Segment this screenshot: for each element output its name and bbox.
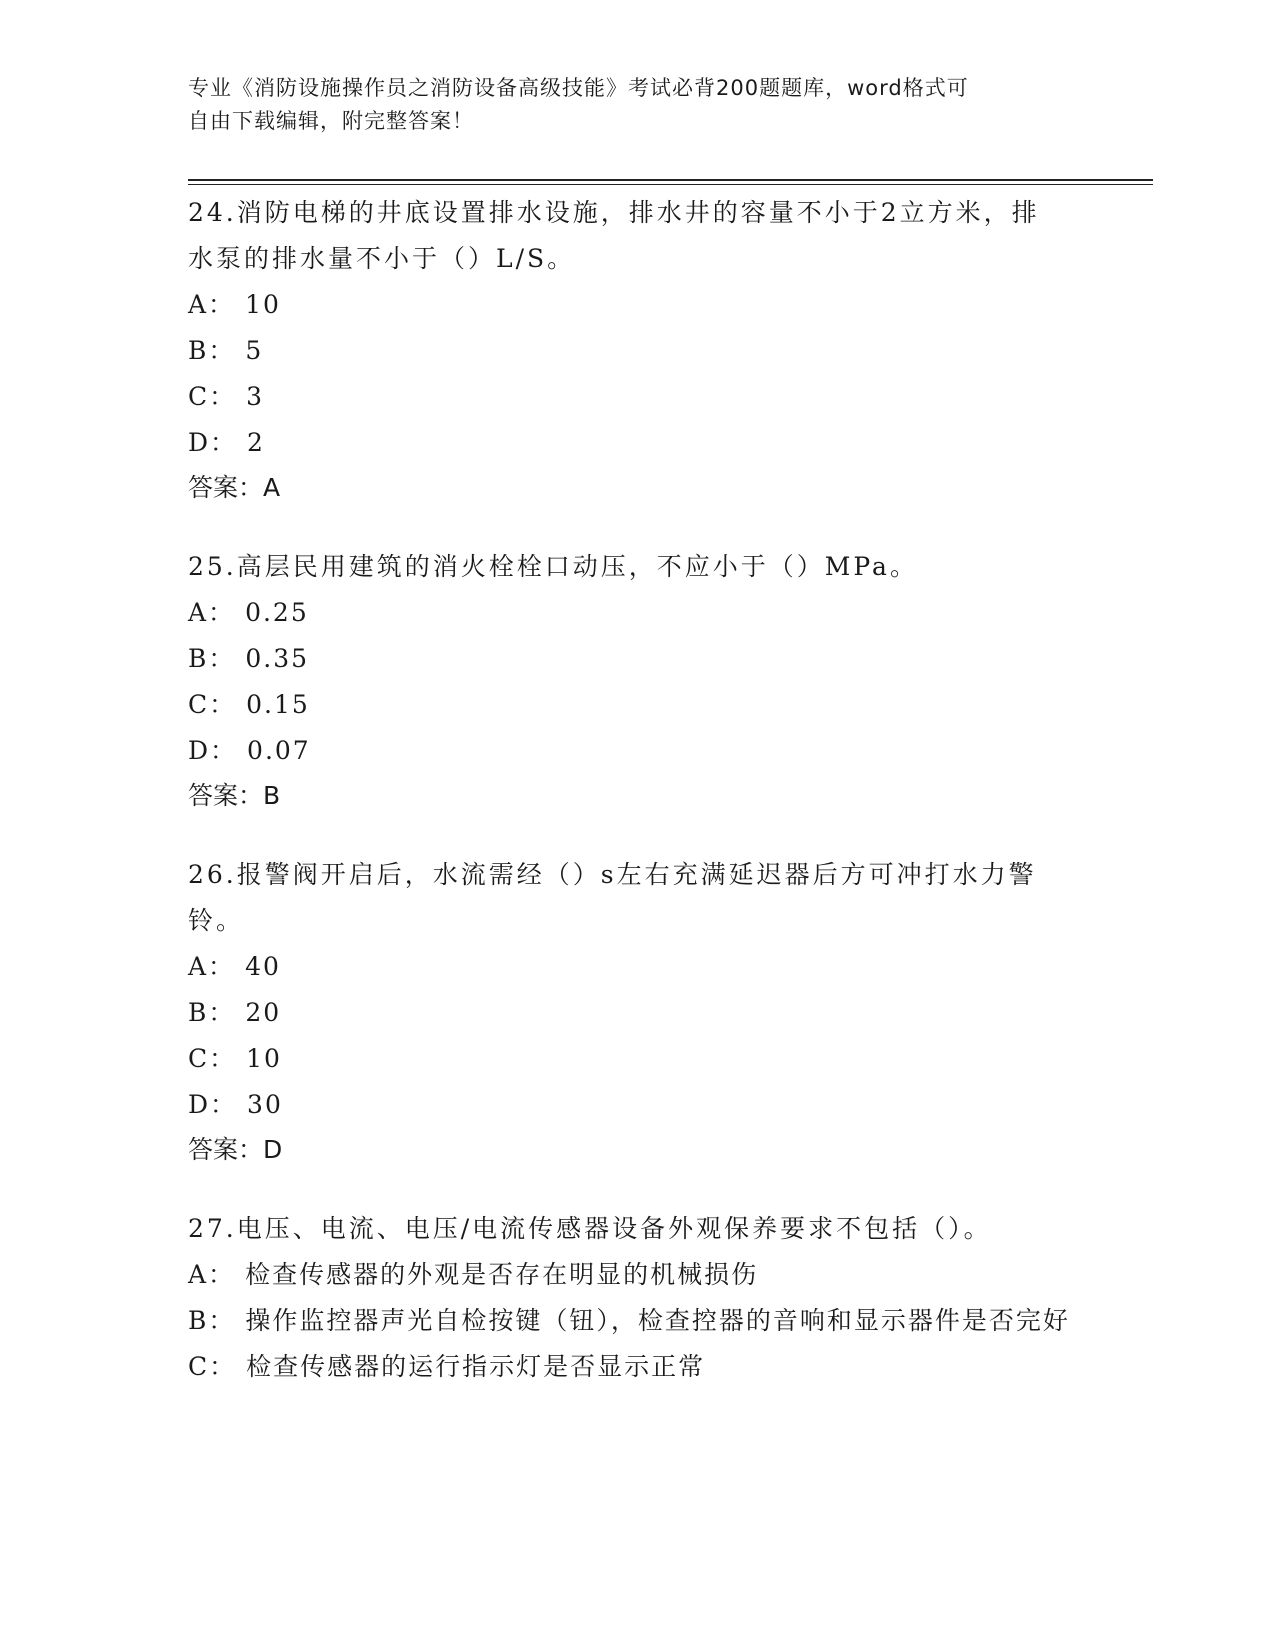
- header-divider-thick: [188, 179, 1153, 181]
- option-b: B： 20: [188, 998, 282, 1027]
- option-c: C： 10: [188, 1044, 282, 1073]
- option-d: D： 2: [188, 428, 265, 457]
- option-c: C： 3: [188, 382, 265, 411]
- header-line-2: 自由下载编辑，附完整答案！: [188, 109, 474, 133]
- question-stem: 25.高层民用建筑的消火栓栓口动压，不应小于（）MPa。: [188, 552, 918, 581]
- option-c: C： 0.15: [188, 690, 310, 719]
- question-27: [188, 1206, 1088, 1390]
- option-a: A： 检查传感器的外观是否存在明显的机械损伤: [188, 1260, 759, 1289]
- question-stem: 26.报警阀开启后，水流需经（）s左右充满延迟器后方可冲打水力警 铃。: [188, 860, 1037, 935]
- option-d: D： 30: [188, 1090, 283, 1119]
- question-25: [188, 544, 1088, 818]
- option-b: B： 0.35: [188, 644, 310, 673]
- option-a: A： 10: [188, 290, 281, 319]
- option-b: B： 操作监控器声光自检按键（钮），检查控器的音响和显示器件是否完好: [188, 1306, 1070, 1335]
- option-a: A： 0.25: [188, 598, 309, 627]
- answer-line: 答案：D: [188, 1135, 283, 1164]
- option-d: D： 0.07: [188, 736, 311, 765]
- answer-line: 答案：A: [188, 473, 281, 502]
- option-a: A： 40: [188, 952, 281, 981]
- question-24: [188, 190, 1088, 510]
- answer-line: 答案：B: [188, 781, 281, 810]
- header-line-1: 专业《消防设施操作员之消防设备高级技能》考试必背200题题库，word格式可: [188, 76, 969, 100]
- question-26: [188, 852, 1088, 1172]
- option-b: B： 5: [188, 336, 264, 365]
- option-c: C： 检查传感器的运行指示灯是否显示正常: [188, 1352, 706, 1381]
- question-stem: 27.电压、电流、电压/电流传感器设备外观保养要求不包括（）。: [188, 1214, 992, 1243]
- header-divider-thin: [188, 184, 1153, 185]
- question-stem: 24.消防电梯的井底设置排水设施，排水井的容量不小于2立方米，排 水泵的排水量不小于（）L/S。: [188, 198, 1040, 273]
- question-list: [188, 190, 1088, 1424]
- page-header: [188, 72, 1088, 138]
